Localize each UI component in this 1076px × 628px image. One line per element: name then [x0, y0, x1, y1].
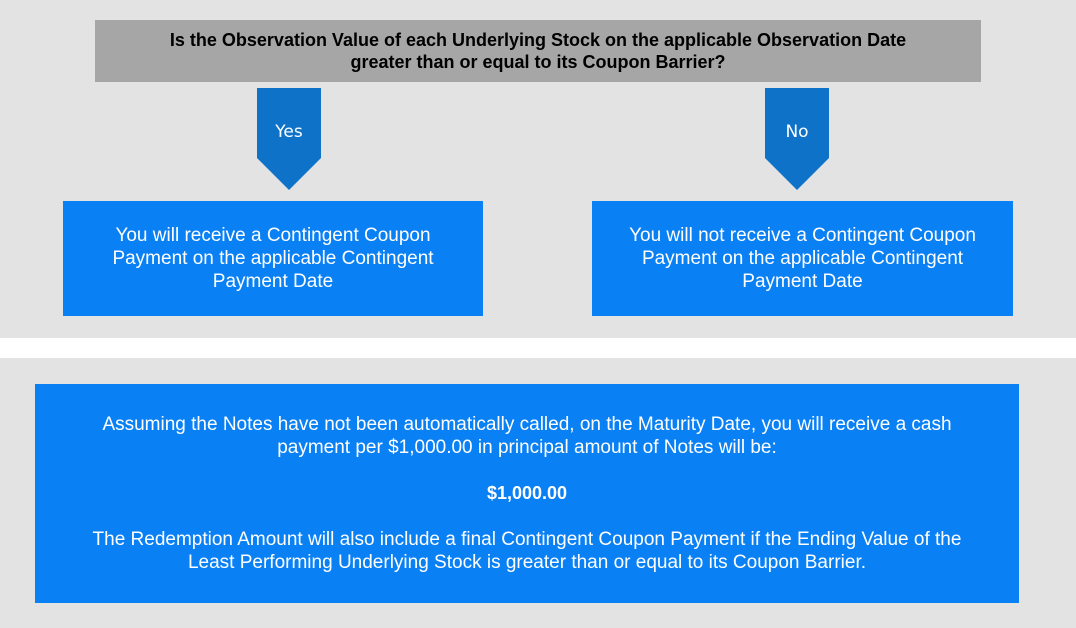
maturity-box [35, 384, 1019, 603]
no-outcome-box [592, 201, 1013, 316]
no-outcome-line-1: You will not receive a Contingent Coupon [629, 225, 976, 246]
yes-outcome-line-3: Payment Date [212, 271, 334, 292]
yes-outcome-line-2: Payment on the applicable Contingent [112, 248, 434, 269]
yes-outcome-box [63, 201, 483, 316]
question-box [95, 20, 981, 82]
yes-label: Yes [275, 122, 303, 142]
yes-outcome-line-1: You will receive a Contingent Coupon [115, 225, 431, 246]
question-line-1: Is the Observation Value of each Underlying Stock on the applicable Observation Date [169, 30, 907, 50]
yes-arrow [257, 88, 321, 190]
no-outcome-line-3: Payment Date [742, 271, 863, 292]
question-line-2: greater than or equal to its Coupon Barrier? [350, 52, 726, 72]
maturity-intro-line-1: Assuming the Notes have not been automatically called, on the Maturity Date, you will receive a cash [102, 414, 952, 435]
no-outcome-line-2: Payment on the applicable Contingent [641, 248, 964, 269]
maturity-intro-line-2: payment per $1,000.00 in principal amount of Notes will be: [277, 437, 777, 458]
no-arrow [765, 88, 829, 190]
maturity-note-line-1: The Redemption Amount will also include a final Contingent Coupon Payment if the Ending Value of the [92, 529, 962, 550]
no-label: No [785, 122, 809, 142]
maturity-note-line-2: Least Performing Underlying Stock is greater than or equal to its Coupon Barrier. [187, 552, 867, 573]
maturity-amount: $1,000.00 [486, 483, 568, 503]
